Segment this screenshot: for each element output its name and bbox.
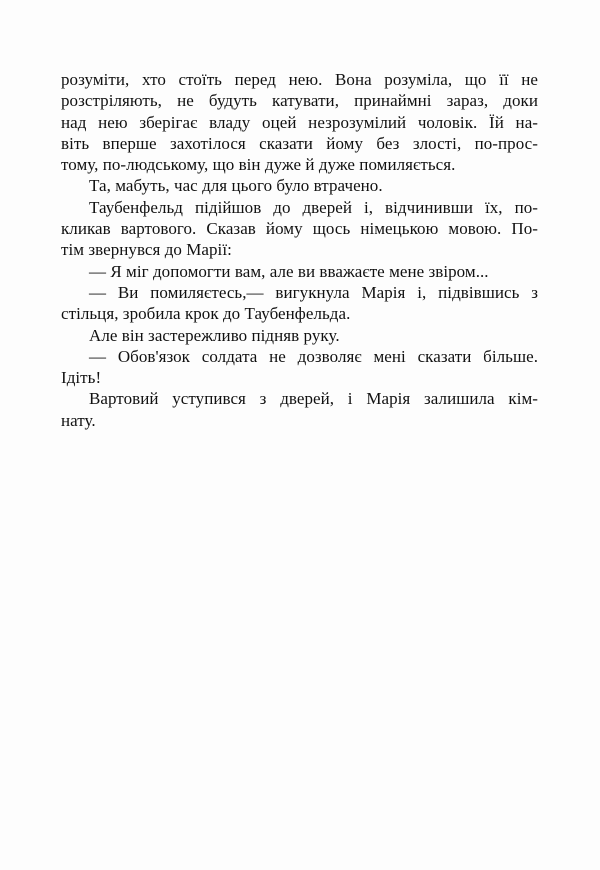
- text-line: — Я міг допомогти вам, але ви вважаєте мене звіром...: [89, 261, 489, 281]
- page-text: [61, 69, 538, 431]
- text-line: Вартовий уступився з дверей, і Марія залишила кім-: [89, 389, 538, 409]
- text-line: — Ви помиляєтесь,— вигукнула Марія і, підвівшись з: [89, 282, 538, 302]
- text-line: віть вперше захотілося сказати йому без злості, по-прос-: [61, 133, 538, 153]
- text-line: Та, мабуть, час для цього було втрачено.: [89, 176, 383, 196]
- text-line: тім звернувся до Марії:: [61, 240, 232, 260]
- text-line: розуміти, хто стоїть перед нею. Вона розуміла, що її не: [61, 70, 538, 89]
- text-line: Таубенфельд підійшов до дверей і, відчинивши їх, по-: [89, 197, 538, 217]
- text-line: нату.: [61, 410, 96, 430]
- text-line: Але він застережливо підняв руку.: [89, 325, 340, 345]
- text-line: розстріляють, не будуть катувати, принаймні зараз, доки: [61, 91, 538, 111]
- text-line: кликав вартового. Сказав йому щось німецькою мовою. По-: [61, 219, 538, 239]
- text-line: Ідіть!: [61, 368, 102, 388]
- text-line: — Обов'язок солдата не дозволяє мені сказати більше.: [89, 346, 538, 366]
- text-line: тому, по-людському, що він дуже й дуже помиляється.: [61, 155, 456, 175]
- text-line: над нею зберігає владу оцей незрозумілий чоловік. Їй на-: [61, 112, 538, 132]
- text-line: стільця, зробила крок до Таубенфельда.: [61, 304, 351, 324]
